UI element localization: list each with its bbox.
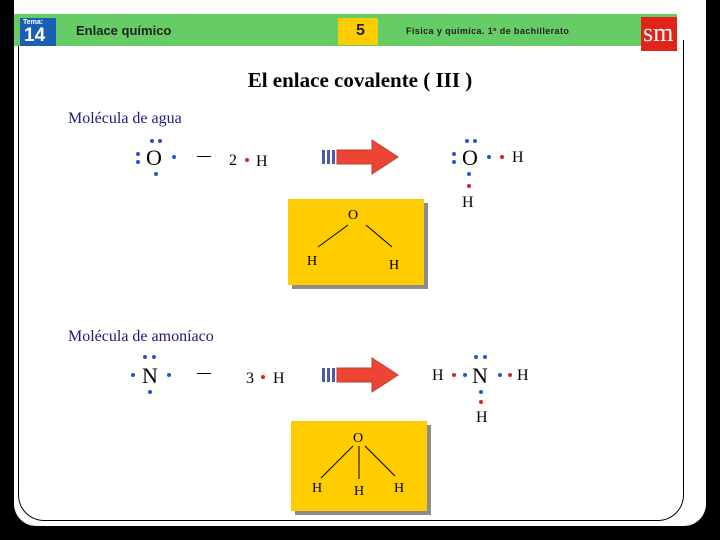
water-product-oxygen: O bbox=[462, 145, 478, 170]
water-hydrogen-symbol: H bbox=[256, 153, 268, 170]
hydrogen-electron-dot bbox=[245, 158, 249, 162]
lone-pair-dot bbox=[452, 152, 456, 156]
subject-label: Física y química. 1º de bachillerato bbox=[406, 26, 570, 36]
shared-electron-dot bbox=[479, 390, 483, 394]
electron-dot bbox=[148, 390, 152, 394]
electron-dot bbox=[172, 155, 176, 159]
shared-electron-dot bbox=[463, 373, 467, 377]
lone-pair-dot bbox=[143, 355, 147, 359]
lone-pair-dot bbox=[136, 152, 140, 156]
ammonia-product-nitrogen: N bbox=[472, 363, 488, 388]
hydrogen-electron-dot bbox=[467, 184, 471, 188]
lone-pair-dot bbox=[474, 355, 478, 359]
tema-badge bbox=[20, 18, 56, 46]
hydrogen-electron-dot bbox=[452, 373, 456, 377]
water-box-h-left: H bbox=[307, 254, 318, 269]
water-box-h-right: H bbox=[389, 258, 400, 273]
electron-dot bbox=[131, 373, 135, 377]
hydrogen-electron-dot bbox=[261, 375, 265, 379]
ammonia-box-central-atom: O bbox=[353, 431, 364, 446]
page-number: 5 bbox=[356, 22, 365, 39]
water-oxygen-symbol: O bbox=[146, 145, 162, 170]
ammonia-product-h-right: H bbox=[517, 367, 529, 384]
lone-pair-dot bbox=[483, 355, 487, 359]
hydrogen-electron-dot bbox=[508, 373, 512, 377]
shared-electron-dot bbox=[498, 373, 502, 377]
reaction-arrow bbox=[322, 355, 402, 397]
hydrogen-electron-dot bbox=[500, 155, 504, 159]
electron-dot bbox=[154, 172, 158, 176]
electron-dot bbox=[167, 373, 171, 377]
lone-pair-dot bbox=[152, 355, 156, 359]
water-box-oxygen: O bbox=[348, 208, 359, 223]
ammonia-h-coefficient: 3 bbox=[246, 370, 254, 387]
ammonia-box-h-right: H bbox=[394, 481, 405, 496]
hydrogen-electron-dot bbox=[479, 400, 483, 404]
sm-logo bbox=[641, 17, 677, 51]
slide-title: El enlace covalente ( III ) bbox=[247, 68, 473, 92]
ammonia-box-h-left: H bbox=[312, 481, 323, 496]
logo-text: sm bbox=[643, 18, 674, 47]
water-product-h-right: H bbox=[512, 149, 524, 166]
lone-pair-dot bbox=[465, 139, 469, 143]
lone-pair-dot bbox=[136, 160, 140, 164]
lone-pair-dot bbox=[452, 160, 456, 164]
tema-number: 14 bbox=[24, 25, 46, 46]
lone-pair-dot bbox=[150, 139, 154, 143]
header-bar bbox=[14, 14, 677, 46]
ammonia-hydrogen-symbol: H bbox=[273, 370, 285, 387]
lone-pair-dot bbox=[158, 139, 162, 143]
water-h-coefficient: 2 bbox=[229, 152, 237, 169]
ammonia-product-h-left: H bbox=[432, 367, 444, 384]
unit-title: Enlace químico bbox=[76, 23, 172, 38]
lone-pair-dot bbox=[473, 139, 477, 143]
shared-electron-dot bbox=[487, 155, 491, 159]
reaction-arrow bbox=[322, 137, 402, 179]
ammonia-nitrogen-symbol: N bbox=[142, 363, 158, 388]
shared-electron-dot bbox=[467, 172, 471, 176]
tema-label: Tema: bbox=[23, 19, 44, 26]
plus-sign bbox=[197, 373, 211, 374]
ammonia-box-h-mid: H bbox=[354, 484, 365, 499]
ammonia-section-label: Molécula de amoníaco bbox=[68, 328, 214, 345]
ammonia-product-h-bottom: H bbox=[476, 409, 488, 426]
plus-sign bbox=[197, 156, 211, 157]
water-product-h-bottom: H bbox=[462, 194, 474, 211]
water-section-label: Molécula de agua bbox=[68, 110, 182, 127]
